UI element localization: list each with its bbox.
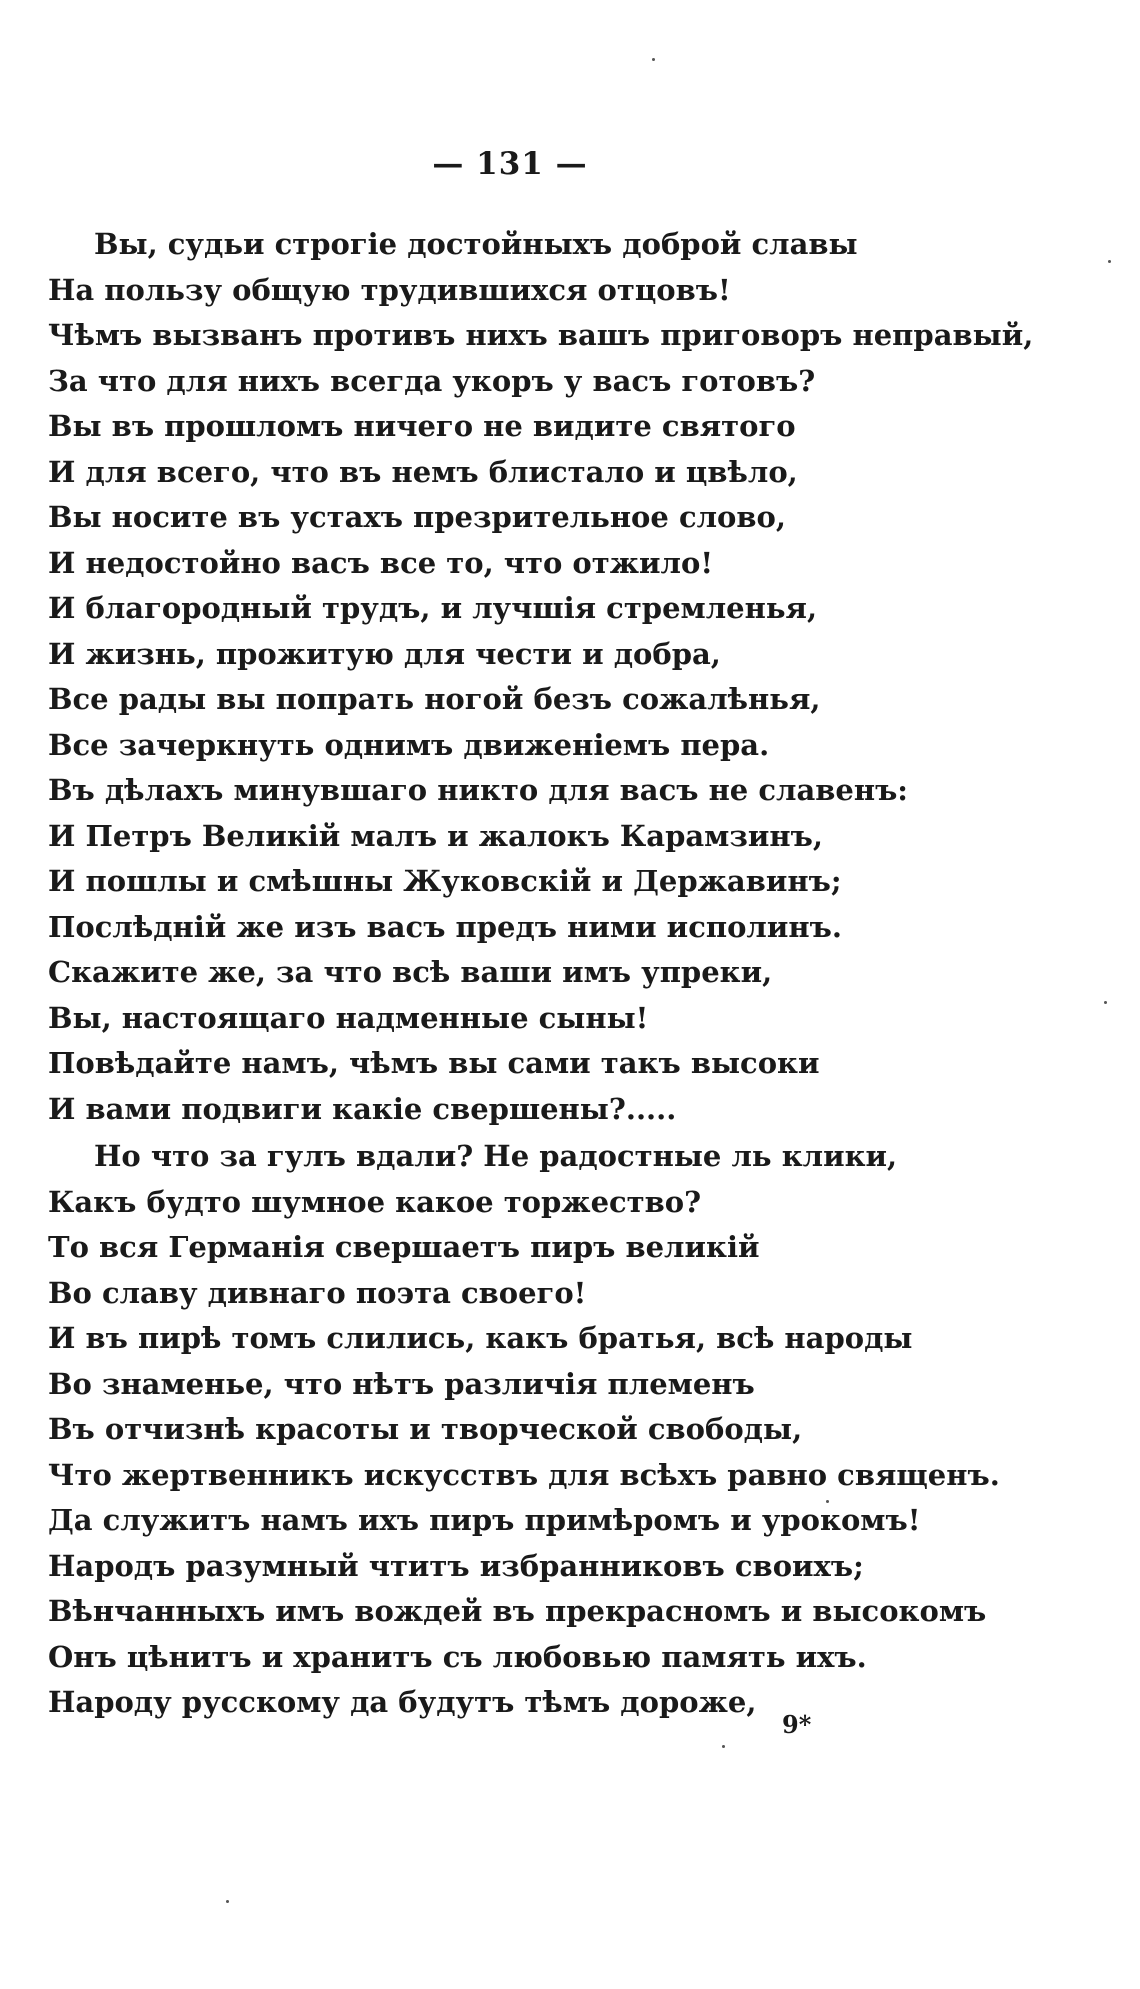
verse-line: И недостойно васъ все то, что отжило! <box>48 545 714 580</box>
verse-line: Вѣнчанныхъ имъ вождей въ прекрасномъ и высокомъ <box>48 1594 987 1628</box>
verse-line: Народъ разумный чтитъ избранниковъ своихъ; <box>48 1548 864 1583</box>
verse-line: То вся Германія свершаетъ пиръ великій <box>48 1230 760 1264</box>
verse-line: И вами подвиги какіе свершены?..... <box>48 1091 677 1126</box>
verse-line: Во знаменье, что нѣтъ различія племенъ <box>48 1366 755 1401</box>
signature-mark: 9* <box>782 1710 812 1739</box>
verse-line: На пользу общую трудившихся отцовъ! <box>48 272 731 307</box>
paper-speck <box>226 1900 229 1903</box>
verse-line: Народу русскому да будутъ тѣмъ дороже, <box>48 1685 757 1719</box>
verse-line: Какъ будто шумное какое торжество? <box>48 1184 702 1219</box>
verse-line: И жизнь, прожитую для чести и добра, <box>48 636 721 671</box>
verse-line: И для всего, что въ немъ блистало и цвѣло, <box>48 454 798 489</box>
verse-line: Все зачеркнуть однимъ движеніемъ пера. <box>48 727 770 762</box>
verse-line: Послѣдній же изъ васъ предъ ними исполинъ. <box>48 909 842 944</box>
verse-line: Но что за гулъ вдали? Не радостные ль клики, <box>94 1139 898 1173</box>
verse-line: Да служитъ намъ ихъ пиръ примѣромъ и урокомъ! <box>48 1503 921 1537</box>
verse-line: И Петръ Великій малъ и жалокъ Карамзинъ, <box>48 818 823 853</box>
verse-line: Въ дѣлахъ минувшаго никто для васъ не славенъ: <box>48 773 909 807</box>
paper-speck <box>722 1745 725 1748</box>
verse-line: Въ отчизнѣ красоты и творческой свободы, <box>48 1412 803 1446</box>
verse-line: Повѣдайте намъ, чѣмъ вы сами такъ высоки <box>48 1046 820 1080</box>
verse-line: Все рады вы попрать ногой безъ сожалѣнья, <box>48 682 821 716</box>
paper-speck <box>826 1500 829 1503</box>
paper-speck <box>1104 1001 1107 1004</box>
verse-line: Вы, настоящаго надменные сыны! <box>48 1000 649 1035</box>
verse-line: Чѣмъ вызванъ противъ нихъ вашъ приговоръ неправый, <box>48 318 1034 352</box>
verse-line: И въ пирѣ томъ слились, какъ братья, всѣ народы <box>48 1321 913 1355</box>
paper-speck <box>652 58 655 61</box>
verse-line: Во славу дивнаго поэта своего! <box>48 1275 587 1310</box>
paper-speck <box>1108 260 1111 263</box>
page-number: — 131 — <box>432 146 588 182</box>
verse-line: Онъ цѣнитъ и хранитъ съ любовью память ихъ. <box>48 1639 867 1674</box>
verse-line: И благородный трудъ, и лучшія стремленья, <box>48 591 818 625</box>
verse-line: За что для нихъ всегда укоръ у васъ готовъ? <box>48 363 816 398</box>
verse-line: Вы носите въ устахъ презрительное слово, <box>48 500 786 534</box>
poem-stanza-1 <box>48 222 1048 1132</box>
verse-line: Что жертвенникъ искусствъ для всѣхъ равно священъ. <box>48 1457 1000 1492</box>
verse-line: И пошлы и смѣшны Жуковскій и Державинъ; <box>48 864 842 898</box>
verse-line: Вы, судьи строгіе достойныхъ доброй славы <box>94 227 858 261</box>
poem-stanza-2 <box>48 1134 1048 1726</box>
verse-line: Вы въ прошломъ ничего не видите святого <box>48 409 796 443</box>
verse-line: Скажите же, за что всѣ ваши имъ упреки, <box>48 955 773 989</box>
